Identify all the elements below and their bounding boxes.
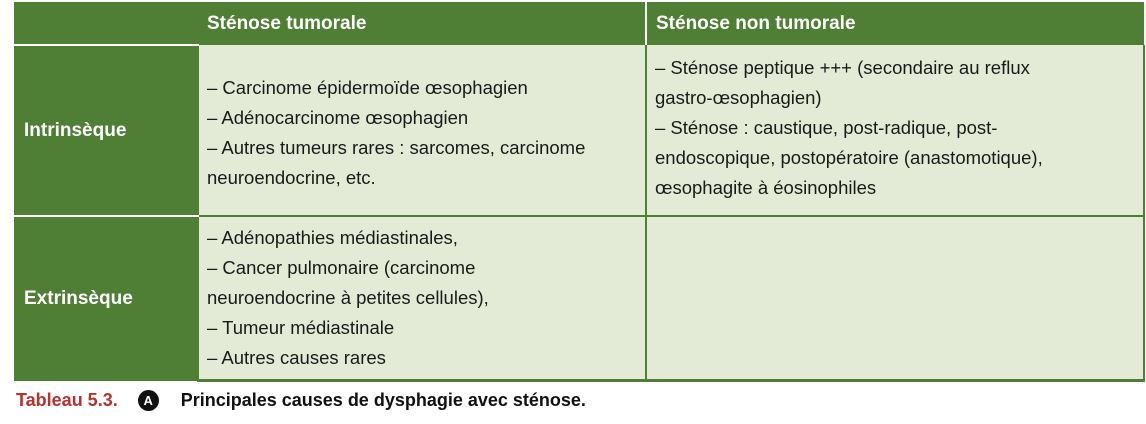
caption-label: Tableau 5.3. — [16, 389, 118, 410]
dysphagia-causes-table — [14, 2, 1145, 382]
cell-line: neuroendocrine, etc. — [207, 167, 376, 188]
level-a-badge-icon: A — [138, 390, 159, 411]
cell-line: – Adénopathies médiastinales, — [207, 227, 458, 248]
cell-line: neuroendocrine à petites cellules), — [207, 287, 489, 308]
cell-line: gastro-œsophagien) — [655, 87, 822, 108]
caption-title: Principales causes de dysphagie avec sténose. — [180, 389, 586, 410]
cell-line: œsophagite à éosinophiles — [655, 177, 877, 198]
cell-intrinseque-non-tumoral — [646, 45, 1144, 216]
header-corner-cell — [14, 2, 198, 45]
cell-line: – Carcinome épidermoïde œsophagien — [207, 77, 528, 98]
column-header-non-tumoral: Sténose non tumorale — [646, 2, 1144, 45]
row-label-extrinseque: Extrinsèque — [14, 216, 198, 381]
table-row-intrinseque — [14, 45, 1144, 216]
cell-line: endoscopique, postopératoire (anastomotique), — [655, 147, 1043, 168]
cell-line: – Autres causes rares — [207, 347, 386, 368]
row-label-intrinseque: Intrinsèque — [14, 45, 198, 216]
cell-line: – Tumeur médiastinale — [207, 317, 395, 338]
cell-intrinseque-tumoral — [198, 45, 646, 216]
cell-extrinseque-tumoral — [198, 216, 646, 381]
cell-line: – Sténose : caustique, post-radique, post- — [655, 117, 998, 138]
table-caption — [16, 388, 586, 412]
table-row-extrinseque — [14, 216, 1144, 381]
cell-line: – Cancer pulmonaire (carcinome — [207, 257, 476, 278]
table-header-row — [14, 2, 1144, 45]
column-header-tumoral: Sténose tumorale — [198, 2, 646, 45]
causes-table-container — [14, 2, 1144, 373]
cell-extrinseque-non-tumoral — [646, 216, 1144, 381]
cell-line: – Autres tumeurs rares : sarcomes, carcinome — [207, 137, 586, 158]
cell-line: – Adénocarcinome œsophagien — [207, 107, 469, 128]
cell-line: – Sténose peptique +++ (secondaire au reflux — [655, 57, 1030, 78]
